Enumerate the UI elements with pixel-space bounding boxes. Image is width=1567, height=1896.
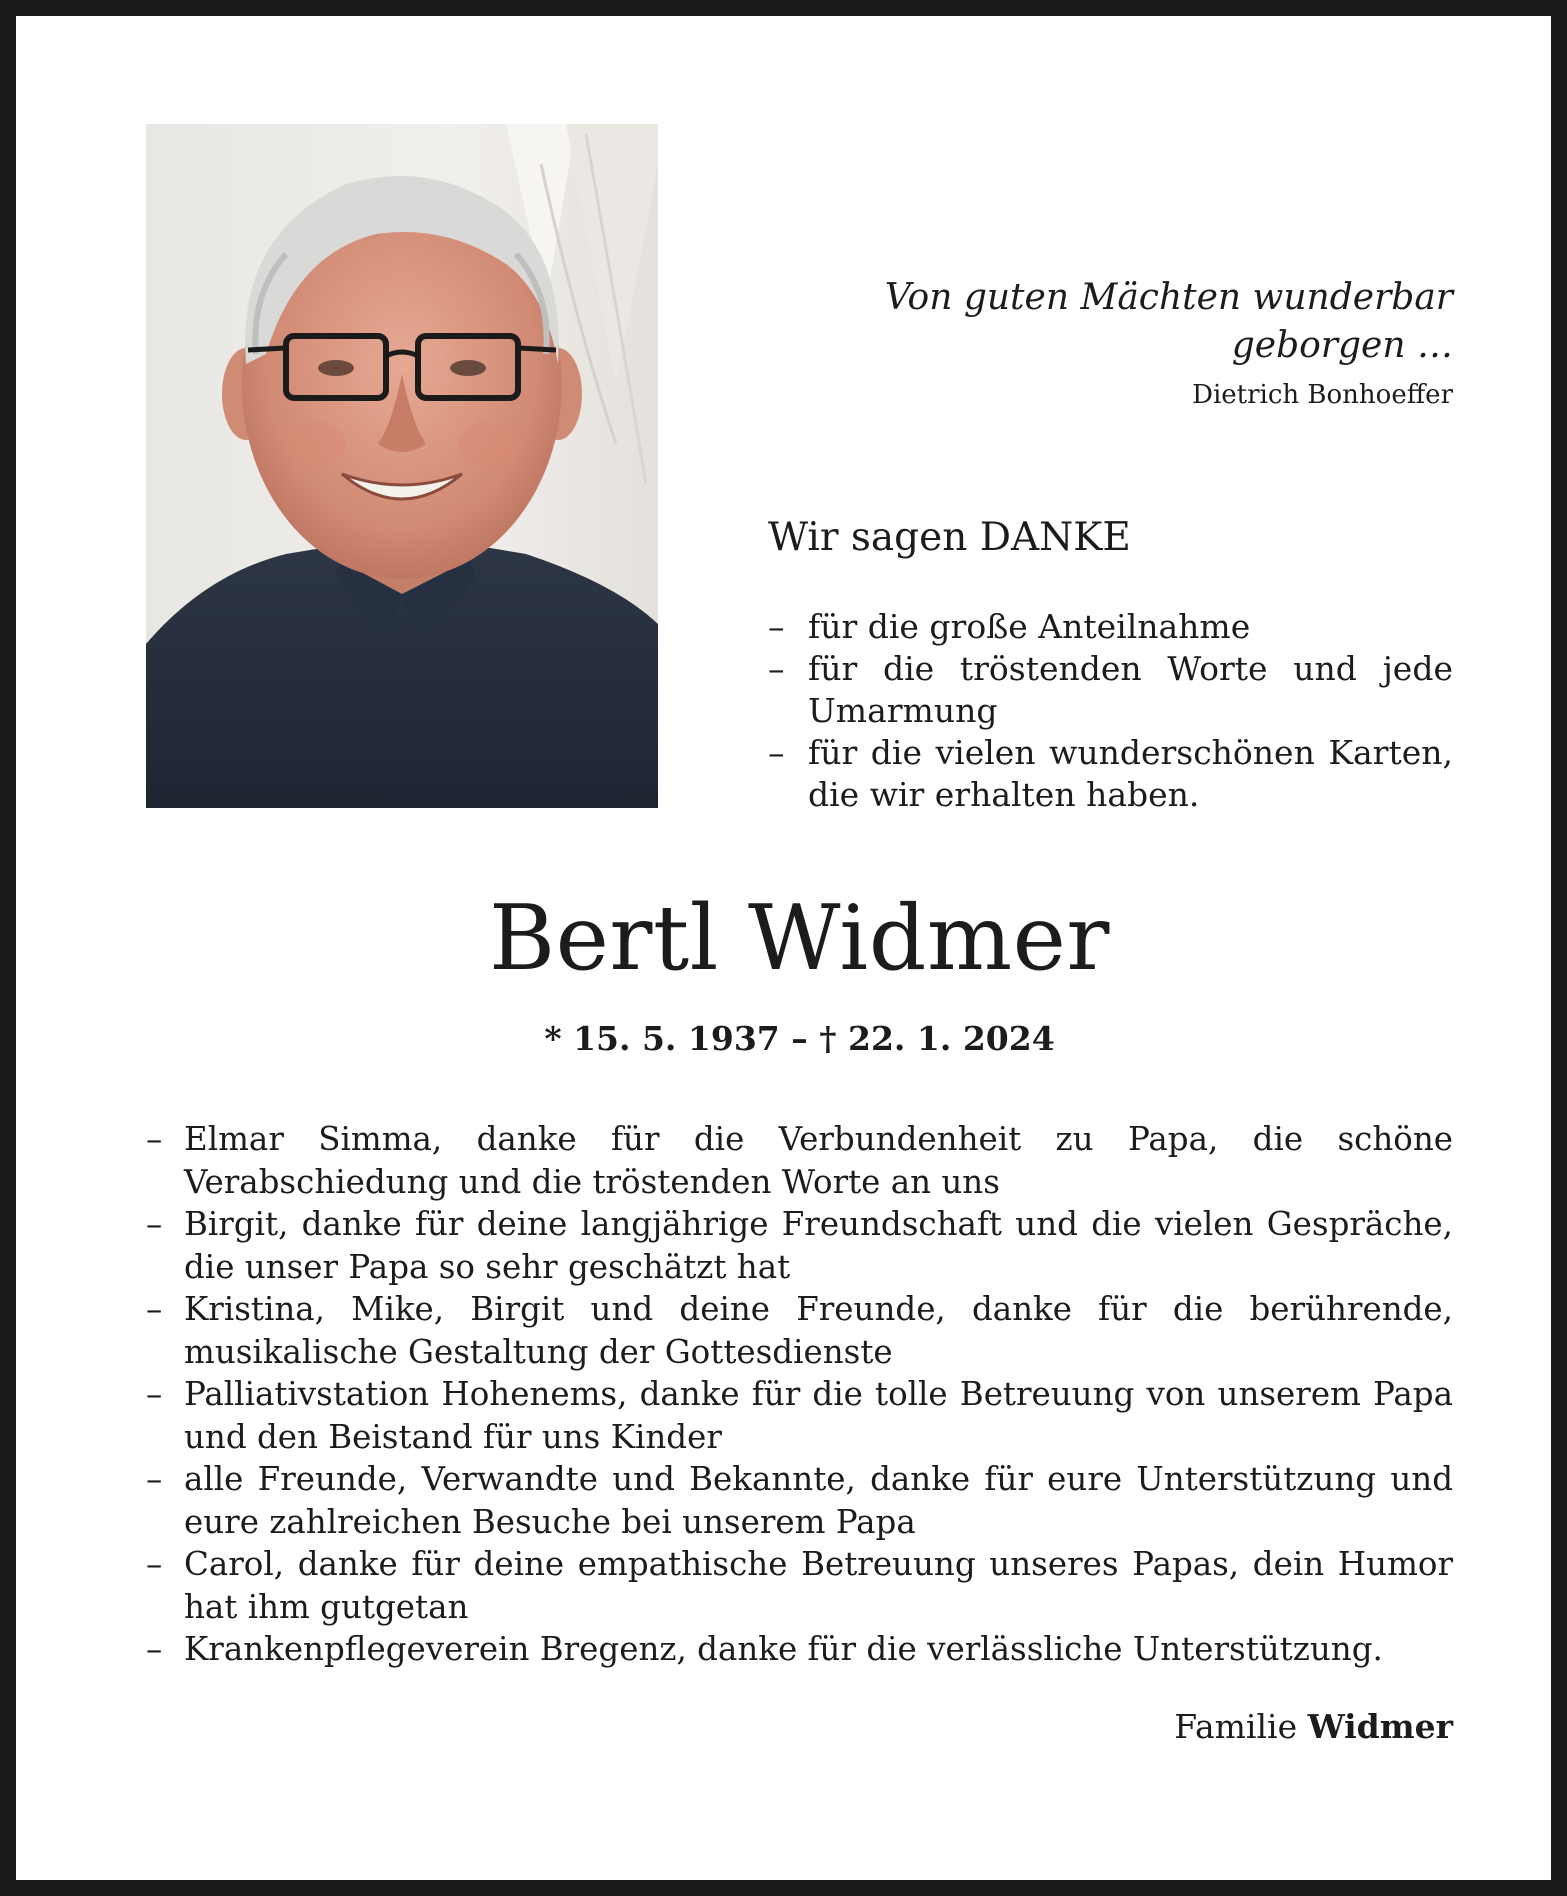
dash-marker: – — [146, 1460, 163, 1498]
signature — [816, 1704, 1453, 1750]
list-item — [146, 1203, 1453, 1288]
dash-marker: – — [768, 733, 785, 772]
quote-text: Von guten Mächten wunderbar geborgen … — [884, 277, 1453, 366]
list-item — [768, 648, 1453, 732]
list-item-text: alle Freunde, Verwandte und Bekannte, danke für eure Unterstützung und eure zahlreichen Besuche bei unserem Papa — [184, 1460, 1453, 1541]
dash-marker: – — [146, 1375, 163, 1413]
list-item-text: für die vielen wunderschönen Karten, die wir erhalten haben. — [808, 733, 1453, 814]
list-item-text: Birgit, danke für deine langjährige Freundschaft und die vielen Gespräche, die unser Papa so sehr geschätzt hat — [184, 1205, 1453, 1286]
list-item — [146, 1543, 1453, 1628]
life-dates: * 15. 5. 1937 – † 22. 1. 2024 — [544, 1019, 1055, 1058]
dash-marker: – — [146, 1120, 163, 1158]
thanks-heading: Wir sagen DANKE — [768, 515, 1131, 560]
thanks-block — [768, 512, 1453, 816]
portrait-photo — [146, 124, 658, 808]
dash-marker: – — [146, 1290, 163, 1328]
dash-marker: – — [146, 1545, 163, 1583]
list-item-text: Kristina, Mike, Birgit und deine Freunde, danke für die berührende, musikalische Gestaltung der Gottesdienste — [184, 1290, 1453, 1371]
signature-prefix: Familie — [1174, 1707, 1298, 1746]
dash-marker: – — [146, 1630, 163, 1668]
list-item-text: Elmar Simma, danke für die Verbundenheit zu Papa, die schöne Verabschiedung und die tröstenden Worte an uns — [184, 1120, 1453, 1201]
dash-marker: – — [768, 607, 785, 646]
quote-block — [756, 274, 1453, 414]
list-item-text: Krankenpflegeverein Bregenz, danke für die verlässliche Unterstützung. — [184, 1630, 1383, 1668]
list-item-text: für die tröstenden Worte und jede Umarmung — [808, 649, 1453, 730]
list-item — [146, 1628, 1453, 1671]
list-item-text: Palliativstation Hohenems, danke für die tolle Betreuung von unserem Papa und den Beistand für uns Kinder — [184, 1375, 1453, 1456]
list-item — [768, 732, 1453, 816]
list-item — [146, 1458, 1453, 1543]
acknowledgements-block — [146, 1118, 1453, 1671]
signature-family-name: Widmer — [1307, 1707, 1453, 1746]
dash-marker: – — [146, 1205, 163, 1243]
deceased-name: Bertl Widmer — [489, 886, 1110, 991]
acknowledgements-list — [146, 1118, 1453, 1671]
list-item — [146, 1118, 1453, 1203]
dash-marker: – — [768, 649, 785, 688]
list-item-text: für die große Anteilnahme — [808, 607, 1251, 646]
list-item — [146, 1288, 1453, 1373]
list-item — [146, 1373, 1453, 1458]
quote-author: Dietrich Bonhoeffer — [1192, 380, 1453, 410]
list-item-text: Carol, danke für deine empathische Betreuung unseres Papas, dein Humor hat ihm gutgetan — [184, 1545, 1453, 1626]
list-item — [768, 606, 1453, 648]
thanks-list — [768, 606, 1453, 816]
